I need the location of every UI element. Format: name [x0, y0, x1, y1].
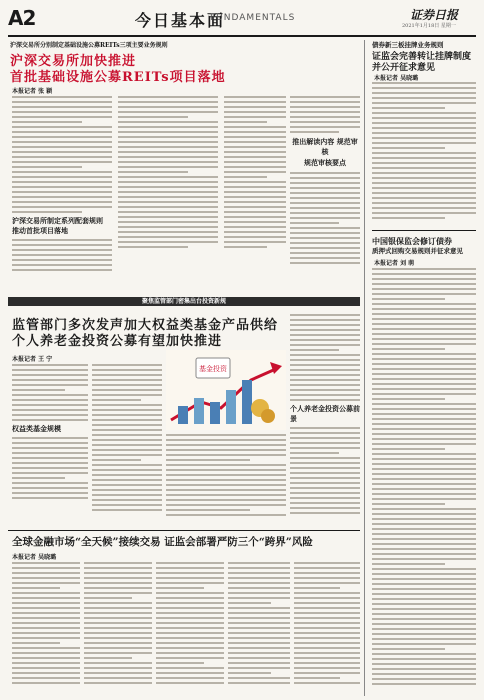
masthead-rule: [8, 35, 476, 37]
story1-subhead-3: 规范审核要点: [304, 159, 346, 167]
feature-column-3: [166, 434, 286, 526]
feature-column-4: [290, 314, 360, 526]
feature-byline: 本报记者 王 宁: [12, 356, 53, 363]
feature-illustration: [166, 350, 286, 430]
sidebar-story-a-title-1: 债券新三板挂牌业务规则: [372, 41, 444, 49]
sidebar-story-a-title-3: 并公开征求意见: [372, 63, 436, 73]
story3-column-4: [228, 562, 290, 694]
story3-rule: [8, 530, 360, 531]
story1-headline-line2: 首批基础设施公募REITs项目落地: [10, 70, 226, 85]
feature-column-2: [92, 364, 162, 526]
feature-banner-label: 聚焦监管部门密集出台投资新规: [141, 298, 226, 305]
story3-headline: 全球金融市场“全天候”接续交易 证监会部署严防三个“跨界”风险: [12, 536, 313, 548]
page-number: A2: [8, 6, 36, 30]
feature-subhead-1: 权益类基金规模: [12, 425, 61, 433]
sidebar-story-b-title-1: 中国银保监会修订债券: [372, 237, 452, 246]
masthead: [0, 0, 484, 36]
story1-column-4: [290, 96, 360, 282]
story1-column-1: [12, 96, 112, 282]
story1-subhead-1: 沪深交易所制定系列配套规则 推动首批项目落地: [12, 217, 103, 235]
illustration-caption: 基金投资: [199, 365, 227, 373]
feature-subhead-2: 个人养老金投资公募前景: [290, 405, 360, 423]
story1-kicker: 沪深交易所分别制定基础设施公募REITs三项主要业务规则: [10, 42, 168, 49]
story1-column-3: [224, 96, 286, 282]
sidebar-story-a-title-2: 证监会完善转让挂牌制度: [372, 52, 472, 62]
story3-column-3: [156, 562, 224, 694]
story1-subhead-2: 推出解读内容 规范审核: [292, 138, 358, 156]
story3-column-2: [84, 562, 152, 694]
story3-column-1: [12, 562, 80, 694]
story1-byline: 本报记者 张 颖: [12, 88, 53, 95]
sidebar-story-a-byline: 本报记者 吴晓璐: [374, 75, 419, 82]
issue-date: 2021年1月18日 星期一: [402, 23, 456, 29]
story1-column-2: [118, 96, 218, 282]
section-title-en: FUNDAMENTALS: [210, 13, 296, 23]
sidebar-story-b-title-2: 质押式回购交易规则并征求意见: [372, 247, 463, 255]
story1-headline-line1: 沪深交易所加快推进: [10, 54, 137, 69]
feature-headline-line1: 监管部门多次发声加大权益类基金产品供给: [12, 318, 279, 333]
sidebar-story-a-body: [372, 82, 476, 228]
sidebar-rule: [372, 230, 476, 231]
sidebar-divider: [364, 40, 365, 696]
paper-name: 证券日报: [410, 8, 459, 22]
sidebar-story-b-byline: 本报记者 刘 萌: [374, 260, 415, 267]
section-title: 今日基本面: [135, 11, 226, 30]
story3-column-5: [294, 562, 360, 694]
sidebar-story-b-body: [372, 268, 476, 693]
feature-column-1: [12, 364, 88, 526]
feature-headline-line2: 个人养老金投资公募有望加快推进: [12, 334, 223, 349]
illustration-graphic: [166, 350, 286, 430]
story3-byline: 本报记者 吴晓璐: [12, 554, 57, 561]
feature-banner: [8, 297, 360, 306]
